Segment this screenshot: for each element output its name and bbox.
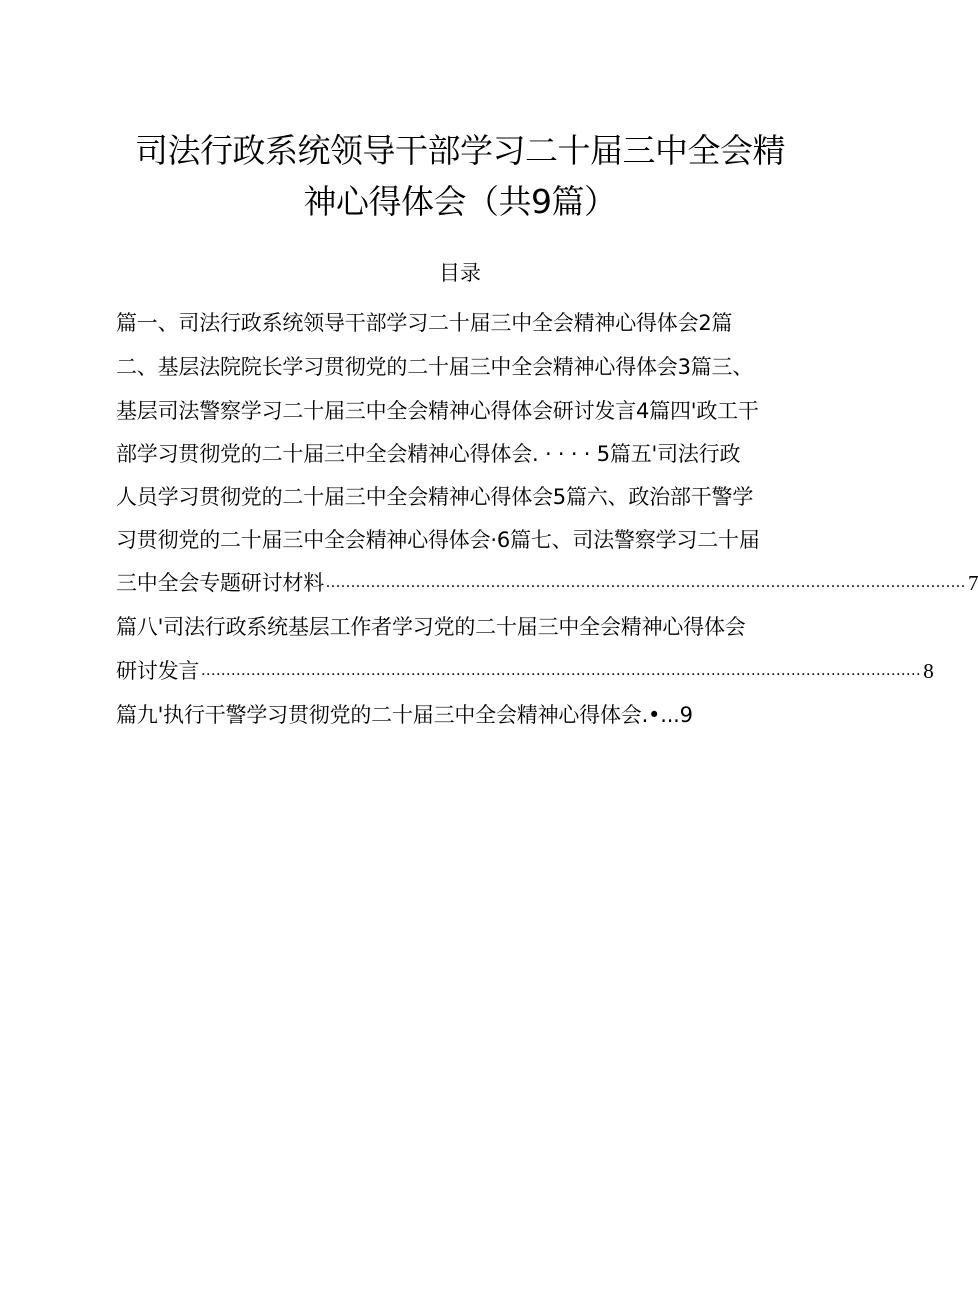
toc-line: 二、基层法院院长学习贯彻党的二十届三中全会精神心得体会3篇三、 <box>116 355 754 379</box>
toc-entry-8-line-1: 篇八'司法行政系统基层工作者学习党的二十届三中全会精神心得体会 <box>116 615 746 639</box>
toc-line: 习贯彻党的二十届三中全会精神心得体会·6篇七、司法警察学习二十届 <box>116 528 760 552</box>
toc-line: 部学习贯彻党的二十届三中全会精神心得体会. · · · · 5篇五'司法行政 <box>116 442 741 466</box>
toc-dot-leader: ................................................................................................................................................ <box>201 662 922 679</box>
document-title-line-2: 神心得体会（共9篇） <box>303 182 617 221</box>
toc-page-number: 7 <box>968 571 978 595</box>
toc-line: 篇一、司法行政系统领导干部学习二十届三中全会精神心得体会2篇 <box>116 311 733 335</box>
toc-entry-8-line-2 <box>116 656 934 686</box>
toc-line: 基层司法警察学习二十届三中全会精神心得体会研讨发言4篇四'政工干 <box>116 399 759 423</box>
toc-heading: 目录 <box>439 261 481 285</box>
document-title-line-1: 司法行政系统领导干部学习二十届三中全会精 <box>135 131 785 170</box>
toc-entry-text: 三中全会专题研讨材料 <box>116 571 324 595</box>
toc-entry-9: 篇九'执行干警学习贯彻党的二十届三中全会精神心得体会.•...9 <box>116 703 693 727</box>
toc-entry-text: 研讨发言 <box>116 659 200 683</box>
toc-dot-leader: ................................................................................................................................ <box>326 574 966 591</box>
toc-page-number: 8 <box>923 659 934 683</box>
toc-entry-7-tail <box>116 568 978 598</box>
toc-line: 人员学习贯彻党的二十届三中全会精神心得体会5篇六、政治部干警学 <box>116 485 754 509</box>
